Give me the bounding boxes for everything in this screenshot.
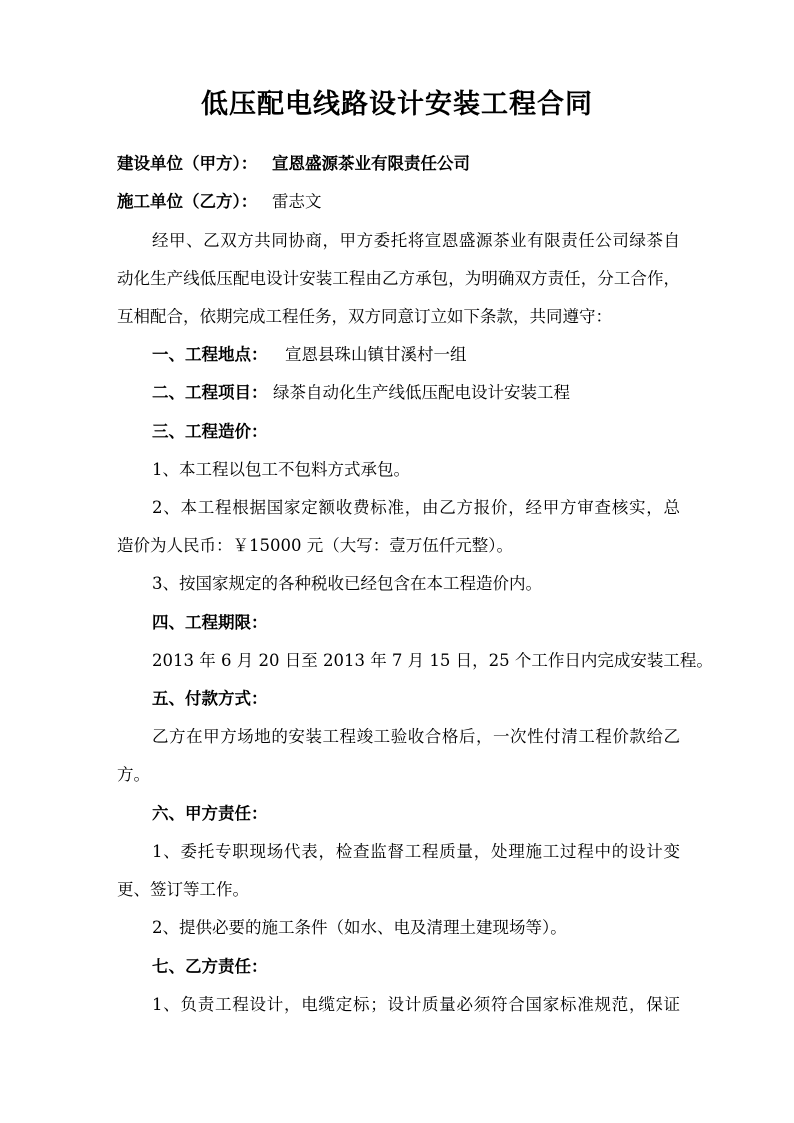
section-5-text-line-2: 方。 <box>117 765 150 784</box>
contract-title: 低压配电线路设计安装工程合同 <box>201 89 593 120</box>
section-7-item-1: 1、负责工程设计，电缆定标；设计质量必须符合国家标准规范，保证 <box>152 995 680 1014</box>
intro-line-3: 互相配合，依期完成工程任务，双方同意订立如下条款，共同遵守： <box>117 307 612 326</box>
section-5-text-line-1: 乙方在甲方场地的安装工程竣工验收合格后，一次性付清工程价款给乙 <box>152 727 680 746</box>
section-4-heading: 四、工程期限： <box>152 613 268 632</box>
party-b-label: 施工单位（乙方）： <box>117 192 258 211</box>
section-3-item-1: 1、本工程以包工不包料方式承包。 <box>152 460 410 479</box>
intro-line-2: 动化生产线低压配电设计安装工程由乙方承包，为明确双方责任，分工合作， <box>117 269 680 288</box>
intro-line-1: 经甲、乙双方共同协商，甲方委托将宣恩盛源茶业有限责任公司绿茶自 <box>152 231 680 250</box>
section-2-heading: 二、工程项目： <box>152 383 268 402</box>
section-1-heading: 一、工程地点： <box>152 345 268 364</box>
section-6-item-1-line-2: 更、签订等工作。 <box>117 880 249 899</box>
section-2-value: 绿茶自动化生产线低压配电设计安装工程 <box>273 383 570 402</box>
party-a-label: 建设单位（甲方）： <box>117 154 258 173</box>
section-3-item-2-line-2: 造价为人民币：￥15000 元（大写：壹万伍仟元整）。 <box>117 536 513 555</box>
section-4-text: 2013 年 6 月 20 日至 2013 年 7 月 15 日，25 个工作日内完成安装工程。 <box>152 651 713 670</box>
section-3-heading: 三、工程造价： <box>152 422 268 441</box>
section-1-value: 宣恩县珠山镇甘溪村一组 <box>285 345 467 364</box>
section-6-item-2: 2、提供必要的施工条件（如水、电及清理土建现场等）。 <box>152 918 567 937</box>
section-7-heading: 七、乙方责任： <box>152 957 268 976</box>
section-5-heading: 五、付款方式： <box>152 689 268 708</box>
section-3-item-3: 3、按国家规定的各种税收已经包含在本工程造价内。 <box>152 574 542 593</box>
party-b-value: 雷志文 <box>272 192 322 211</box>
section-6-item-1-line-1: 1、委托专职现场代表，检查监督工程质量，处理施工过程中的设计变 <box>152 842 680 861</box>
section-3-item-2-line-1: 2、本工程根据国家定额收费标准，由乙方报价，经甲方审查核实，总 <box>152 498 680 517</box>
party-a-value: 宣恩盛源茶业有限责任公司 <box>272 154 470 173</box>
section-6-heading: 六、甲方责任： <box>152 804 268 823</box>
